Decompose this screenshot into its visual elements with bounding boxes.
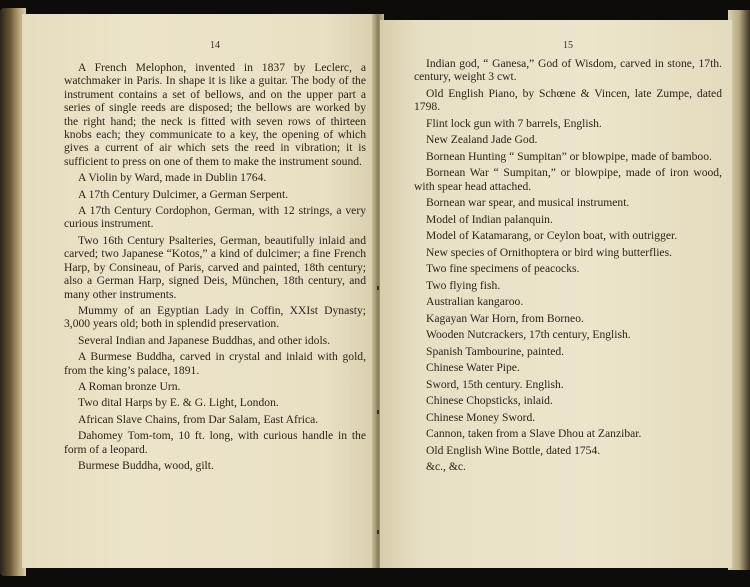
- page-number: 14: [210, 40, 220, 51]
- catalogue-entry: Chinese Chopsticks, inlaid.: [426, 394, 553, 408]
- catalogue-entry: Chinese Water Pipe.: [426, 361, 520, 375]
- catalogue-entry: Cannon, taken from a Slave Dhou at Zanzibar.: [426, 427, 642, 441]
- catalogue-entry: Two flying fish.: [426, 278, 501, 292]
- catalogue-entry: Indian god, “ Ganesa,” God of Wisdom, carved in stone, 17th. century, weight 3 cwt.: [414, 57, 722, 84]
- catalogue-entry: Model of Indian palanquin.: [426, 212, 553, 226]
- catalogue-entry: Old English Piano, by Schœne & Vincen, late Zumpe, dated 1798.: [414, 86, 722, 114]
- catalogue-entry: Wooden Nutcrackers, 17th century, English.: [426, 328, 631, 342]
- catalogue-entry: Old English Wine Bottle, dated 1754.: [426, 443, 601, 457]
- catalogue-entry: Mummy of an Egyptian Lady in Coffin, XXIst Dynasty; 3,000 years old; both in splendid preservation.: [64, 303, 366, 331]
- catalogue-entry: Two dital Harps by E. & G. Light, London.: [78, 396, 279, 410]
- catalogue-entry: A Burmese Buddha, carved in crystal and inlaid with gold, from the king’s palace, 1891.: [64, 350, 366, 377]
- catalogue-entry: Flint lock gun with 7 barrels, English.: [426, 116, 602, 130]
- right-page: [380, 20, 732, 568]
- binding-stitch: [377, 530, 379, 534]
- catalogue-entry: Kagayan War Horn, from Borneo.: [426, 311, 584, 325]
- page-number: 15: [563, 40, 573, 51]
- left-page: [22, 14, 376, 568]
- catalogue-entry: Burmese Buddha, wood, gilt.: [78, 458, 214, 472]
- catalogue-entry: Two 16th Century Psalteries, German, beautifully inlaid and carved; two Japanese “Kotos,” a kind of dulcimer; a fine French Harp, by Consineau, of Paris, carved and painted, 18th century; also a German Harp, signed Deis, München, 18th century, and many other instruments.: [64, 233, 366, 301]
- binding-stitch: [377, 410, 379, 414]
- catalogue-entry: A 17th Century Dulcimer, a German Serpent.: [78, 187, 289, 201]
- catalogue-entry: New Zealand Jade God.: [426, 133, 538, 147]
- catalogue-entry: Dahomey Tom-tom, 10 ft. long, with curious handle in the form of a leopard.: [64, 429, 366, 456]
- catalogue-entry: Bornean Hunting “ Sumpitan” or blowpipe, made of bamboo.: [426, 149, 712, 163]
- catalogue-entry: Bornean War “ Sumpitan,” or blowpipe, made of iron wood, with spear head attached.: [414, 166, 722, 193]
- catalogue-entry: Model of Katamarang, or Ceylon boat, with outrigger.: [426, 229, 678, 243]
- catalogue-entry: Two fine specimens of peacocks.: [426, 262, 580, 276]
- catalogue-entry: Sword, 15th century. English.: [426, 377, 564, 391]
- catalogue-entry: Australian kangaroo.: [426, 295, 524, 309]
- binding-stitch: [377, 286, 379, 290]
- catalogue-entry: New species of Ornithoptera or bird wing butterflies.: [426, 245, 672, 259]
- catalogue-entry: A Violin by Ward, made in Dublin 1764.: [78, 171, 267, 185]
- catalogue-entry: &c., &c.: [426, 460, 466, 474]
- catalogue-entry: African Slave Chains, from Dar Salam, East Africa.: [78, 412, 319, 426]
- catalogue-entry: A Roman bronze Urn.: [78, 379, 181, 393]
- catalogue-entry: A 17th Century Cordophon, German, with 12 strings, a very curious instrument.: [64, 204, 366, 231]
- catalogue-entry: A French Melophon, invented in 1837 by Leclerc, a watchmaker in Paris. In shape it is like a guitar. The body of the instrument contains a set of bellows, and on the upper part a series of single reeds are disposed; the bellows are worked by the right hand; the neck is fitted with seven rows of thirteen knobs each; they communicate to a key, the opening of which gives a current of air which sets the reed in vibration; it is sufficient to press on one of them to make the instrument sound.: [64, 61, 366, 168]
- catalogue-entry: Bornean war spear, and musical instrument.: [426, 196, 630, 210]
- catalogue-entry: Chinese Money Sword.: [426, 410, 536, 424]
- catalogue-entry: Several Indian and Japanese Buddhas, and other idols.: [78, 333, 331, 347]
- catalogue-entry: Spanish Tambourine, painted.: [426, 344, 565, 358]
